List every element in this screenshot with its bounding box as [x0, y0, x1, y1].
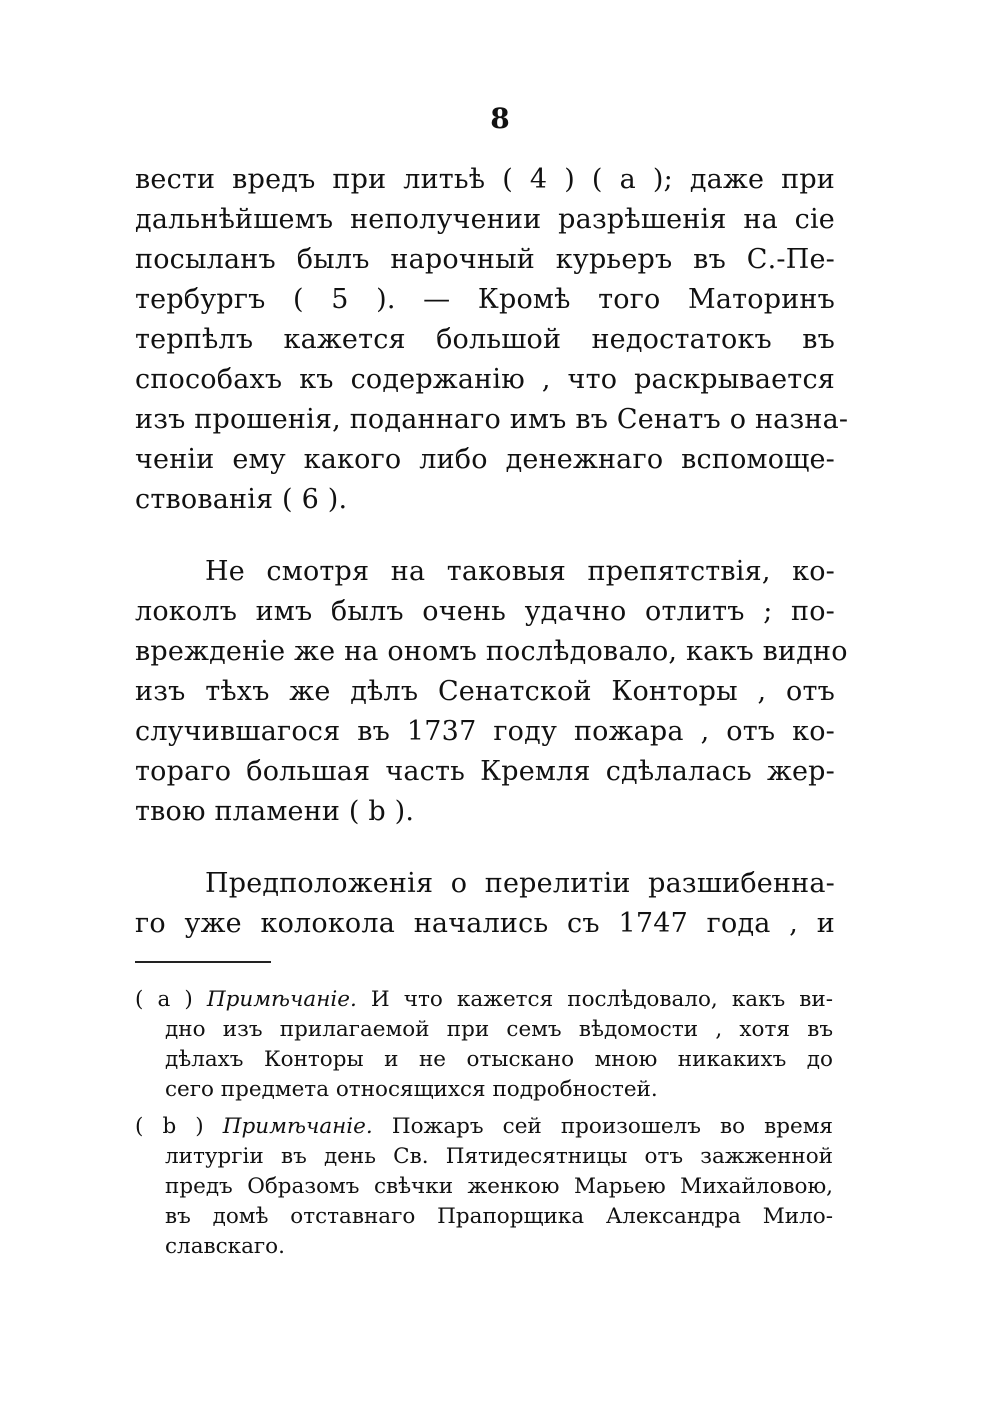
footnote-line: славскаго.	[165, 1234, 285, 1259]
text-line: дальнѣйшемъ неполучении разрѣшенія на сіе	[135, 204, 835, 235]
text-line: способахъ къ содержанію , что раскрывается	[135, 364, 835, 395]
footnote-line: въ домѣ отставнаго Прапорщика Александра Мило-	[165, 1204, 833, 1229]
text-line: твою пламени ( b ).	[135, 796, 415, 827]
text-line: врежденіе же на ономъ послѣдовало, какъ видно	[135, 636, 848, 667]
page-number: 8	[490, 102, 510, 135]
text-line: случившагося въ 1737 году пожара , отъ ко-	[135, 716, 835, 747]
footnote-title: Примѣчаніе.	[206, 987, 357, 1012]
footnote-first-line	[135, 985, 833, 1015]
footnote-text: Пожаръ сей произошелъ во время	[391, 1114, 833, 1139]
footnote-b	[135, 1112, 833, 1262]
text-line: тербургъ ( 5 ). — Кромѣ того Маторинъ	[135, 284, 835, 315]
footnote-text: И что кажется послѣдовало, какъ ви-	[370, 987, 833, 1012]
text-line: посыланъ былъ нарочный курьеръ въ С.-Пе-	[135, 244, 835, 275]
text-line: изъ тѣхъ же дѣлъ Сенатской Конторы , отъ	[135, 676, 835, 707]
footnote-line: дѣлахъ Конторы и не отыскано мною никакихъ до	[165, 1047, 833, 1072]
text-line: изъ прошенія, поданнаго имъ въ Сенатъ о назна-	[135, 404, 849, 435]
text-line: локолъ имъ былъ очень удачно отлитъ ; по-	[135, 596, 835, 627]
footnote-divider	[135, 961, 271, 963]
paragraph-1	[135, 160, 849, 520]
footnote-line: литургіи въ день Св. Пятидесятницы отъ зажженной	[165, 1144, 833, 1169]
text-line: ствованія ( 6 ).	[135, 484, 348, 515]
footnote-title: Примѣчаніе.	[222, 1114, 373, 1139]
footnote-line: сего предмета относящихся подробностей.	[165, 1077, 658, 1102]
footnote-marker: ( а )	[135, 987, 193, 1012]
text-line: ченіи ему какого либо денежнаго вспомоще-	[135, 444, 835, 475]
text-line: Предположенія о перелитіи разшибенна-	[205, 868, 835, 899]
footnote-first-line	[135, 1112, 833, 1142]
paragraph-3	[135, 864, 835, 944]
text-line: Не смотря на таковыя препятствія, ко-	[205, 556, 835, 587]
text-line: тораго большая часть Кремля сдѣлалась жер-	[135, 756, 835, 787]
text-line: вести вредъ при литьѣ ( 4 ) ( а ); даже при	[135, 164, 835, 195]
footnote-line: предъ Образомъ свѣчки женкою Марьею Михайловою,	[165, 1174, 833, 1199]
footnote-line: дно изъ прилагаемой при семъ вѣдомости , хотя въ	[165, 1017, 833, 1042]
text-line: терпѣлъ кажется большой недостатокъ въ	[135, 324, 835, 355]
paragraph-2	[135, 552, 848, 832]
footnote-marker: ( b )	[135, 1114, 204, 1139]
footnote-a	[135, 985, 833, 1105]
text-line: го уже колокола начались съ 1747 года , и	[135, 908, 835, 939]
